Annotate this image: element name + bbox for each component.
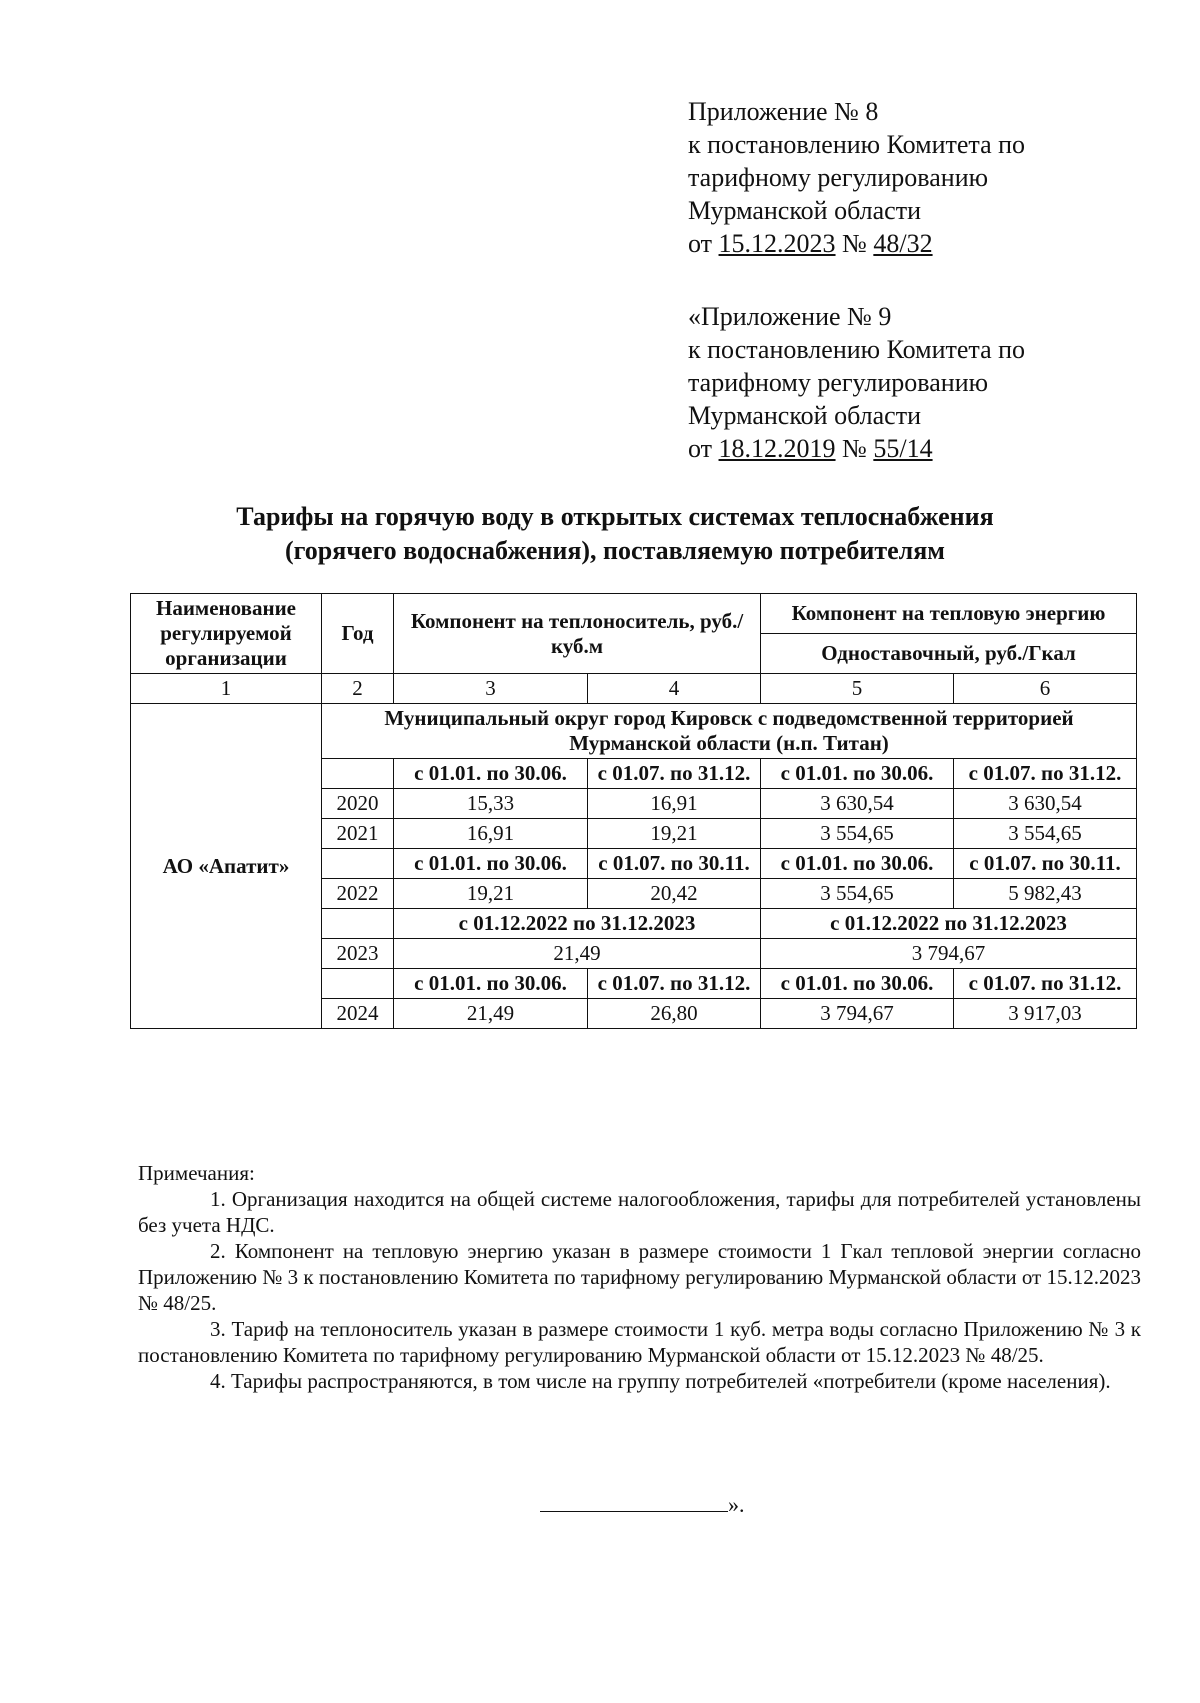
value-cell: 15,33: [394, 789, 588, 819]
header-energy: Компонент на тепловую энергию: [761, 594, 1137, 634]
decree-date: 18.12.2019: [718, 434, 836, 463]
value-cell: 26,80: [588, 999, 761, 1029]
period-cell: с 01.12.2022 по 31.12.2023: [394, 909, 761, 939]
note-item: 2. Компонент на тепловую энергию указан в размере стоимости 1 Гкал тепловой энергии согласно Приложению № 3 к постановлению Комитета по тарифному регулированию Мурманской области от 15.12.2023 № 48/25.: [138, 1239, 1141, 1315]
organization-name: АО «Апатит»: [131, 704, 322, 1029]
header-line: Мурманской области: [688, 196, 921, 225]
value-cell: 19,21: [394, 879, 588, 909]
value-cell: 3 630,54: [761, 789, 954, 819]
value-cell: 16,91: [394, 819, 588, 849]
header-date-line: от 18.12.2019 № 55/14: [688, 434, 933, 463]
note-item: 3. Тариф на теплоноситель указан в размере стоимости 1 куб. метра воды согласно Приложению № 3 к постановлению Комитета по тарифному регулированию Мурманской области от 15.12.2023 № 48/25.: [138, 1317, 1141, 1367]
period-cell: с 01.12.2022 по 31.12.2023: [761, 909, 1137, 939]
period-cell: с 01.01. по 30.06.: [761, 759, 954, 789]
value-cell: 3 554,65: [761, 879, 954, 909]
table-row: [131, 704, 1137, 759]
period-cell: с 01.07. по 31.12.: [954, 759, 1137, 789]
territory-name: Муниципальный округ город Кировск с подведомственной территорией Мурманской области (н.п. Титан): [322, 704, 1137, 759]
header-line: Мурманской области: [688, 401, 921, 430]
year-cell: 2021: [322, 819, 394, 849]
value-cell: 3 554,65: [954, 819, 1137, 849]
col-number: 2: [322, 674, 394, 704]
appendix-8-header: [688, 95, 1148, 260]
year-cell: 2020: [322, 789, 394, 819]
value-cell: 5 982,43: [954, 879, 1137, 909]
col-number: 3: [394, 674, 588, 704]
value-cell: 3 794,67: [761, 999, 954, 1029]
period-cell: с 01.01. по 30.06.: [761, 969, 954, 999]
year-cell: 2022: [322, 879, 394, 909]
period-cell: с 01.01. по 30.06.: [394, 849, 588, 879]
document-title: Тарифы на горячую воду в открытых системах теплоснабжения (горячего водоснабжения), поставляемую потребителям: [236, 502, 994, 565]
closing-mark: [540, 1492, 745, 1518]
header-line: «Приложение № 9: [688, 302, 892, 331]
value-cell: 3 917,03: [954, 999, 1137, 1029]
appendix-9-header: [688, 300, 1148, 465]
value-cell: 16,91: [588, 789, 761, 819]
header-line: тарифному регулированию: [688, 163, 989, 192]
value-cell: 3 794,67: [761, 939, 1137, 969]
period-cell: с 01.07. по 31.12.: [588, 969, 761, 999]
notes-title: Примечания:: [138, 1161, 255, 1185]
header-energy-sub: Одноставочный, руб./Гкал: [761, 634, 1137, 674]
col-number: 4: [588, 674, 761, 704]
col-number: 5: [761, 674, 954, 704]
table-header-row: [131, 594, 1137, 634]
period-cell: с 01.01. по 30.06.: [761, 849, 954, 879]
decree-number: 55/14: [873, 434, 933, 463]
note-item: 1. Организация находится на общей системе налогообложения, тарифы для потребителей установлены без учета НДС.: [138, 1187, 1141, 1237]
notes-section: [138, 1160, 1141, 1394]
value-cell: 20,42: [588, 879, 761, 909]
value-cell: 21,49: [394, 939, 761, 969]
column-number-row: [131, 674, 1137, 704]
period-cell: с 01.01. по 30.06.: [394, 759, 588, 789]
period-cell: с 01.07. по 31.12.: [954, 969, 1137, 999]
period-cell: с 01.01. по 30.06.: [394, 969, 588, 999]
header-date-line: от 15.12.2023 № 48/32: [688, 229, 933, 258]
closing-quote: ».: [728, 1492, 745, 1517]
year-cell: 2024: [322, 999, 394, 1029]
decree-date: 15.12.2023: [718, 229, 836, 258]
header-line: к постановлению Комитета по: [688, 335, 1026, 364]
year-cell: 2023: [322, 939, 394, 969]
header-carrier: Компонент на теплоноситель, руб./куб.м: [394, 594, 761, 674]
header-year: Год: [322, 594, 394, 674]
col-number: 1: [131, 674, 322, 704]
value-cell: 3 554,65: [761, 819, 954, 849]
header-organization: Наименование регулируемой организации: [131, 594, 322, 674]
header-line: к постановлению Комитета по: [688, 130, 1026, 159]
col-number: 6: [954, 674, 1137, 704]
value-cell: 19,21: [588, 819, 761, 849]
period-cell: с 01.07. по 31.12.: [588, 759, 761, 789]
note-item: 4. Тарифы распространяются, в том числе на группу потребителей «потребители (кроме населения).: [210, 1369, 1111, 1393]
period-cell: с 01.07. по 30.11.: [954, 849, 1137, 879]
value-cell: 3 630,54: [954, 789, 1137, 819]
decree-number: 48/32: [873, 229, 933, 258]
header-line: Приложение № 8: [688, 97, 879, 126]
header-line: тарифному регулированию: [688, 368, 989, 397]
tariff-table: [130, 593, 1137, 1029]
period-cell: с 01.07. по 30.11.: [588, 849, 761, 879]
value-cell: 21,49: [394, 999, 588, 1029]
closing-line: [540, 1497, 728, 1512]
